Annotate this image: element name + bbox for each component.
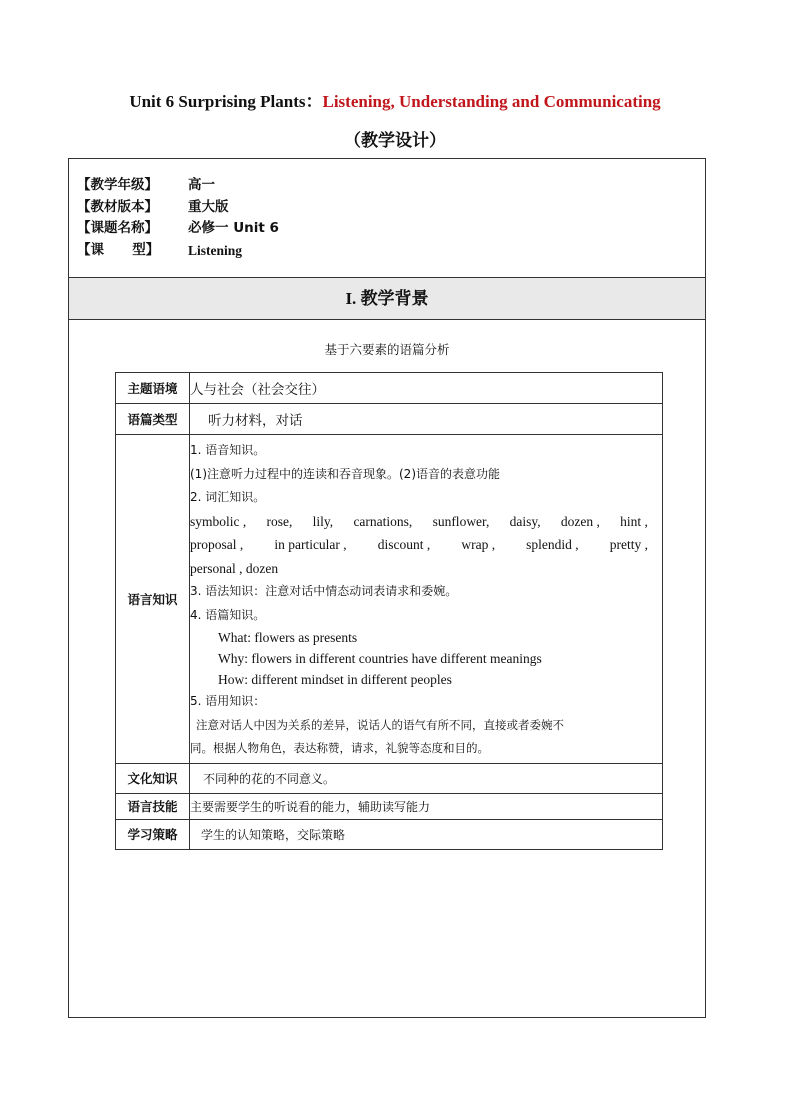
section-heading: [69, 277, 705, 320]
knowledge-content: [190, 435, 663, 764]
title-topic: Listening, Understanding and Communicating: [322, 92, 661, 111]
meta-edition: 【教材版本】 重大版: [77, 198, 229, 215]
row-value: 人与社会（社会交往）: [190, 373, 663, 404]
analysis-table: [115, 372, 663, 850]
document-title: [0, 87, 790, 112]
knowledge-line: 2. 词汇知识。: [190, 490, 266, 504]
meta-type: 【课 型】 Listening: [77, 241, 243, 258]
discourse-what: What: flowers as presents: [218, 630, 358, 645]
meta-grade: 【教学年级】 高一: [77, 177, 215, 193]
row-label: 学习策略: [116, 819, 190, 849]
table-row: [116, 819, 663, 849]
knowledge-line: (1)注意听力过程中的连读和吞音现象。(2)语音的表意功能: [190, 466, 500, 481]
table-row: [116, 373, 663, 404]
row-value: 听力材料，对话: [190, 404, 663, 435]
knowledge-line: 1. 语音知识。: [190, 443, 266, 457]
row-label: 语篇类型: [116, 404, 190, 435]
document-subtitle: （教学设计）: [344, 131, 446, 151]
row-value: 不同种的花的不同意义。: [190, 763, 663, 793]
row-label: 语言技能: [116, 793, 190, 819]
knowledge-line: 3. 语法知识：注意对话中情态动词表请求和委婉。: [190, 584, 458, 598]
section-number: I.: [345, 289, 357, 308]
vocab-line: personal , dozen: [190, 560, 279, 576]
lesson-frame: [68, 158, 706, 1018]
vocab-line: proposal , in particular , discount , wrap , splendid , pretty ,: [190, 537, 648, 552]
knowledge-line: 同。根据人物角色，表达称赞，请求，礼貌等态度和目的。: [190, 741, 489, 755]
discourse-why: Why: flowers in different countries have different meanings: [218, 651, 542, 666]
meta-topic: 【课题名称】 必修一 Unit 6: [77, 220, 279, 236]
section-title: 教学背景: [360, 289, 429, 309]
discourse-how: How: different mindset in different peoples: [218, 672, 452, 687]
row-label: 语言知识: [116, 435, 190, 764]
vocab-line: symbolic , rose, lily, carnations, sunflower, daisy, dozen , hint ,: [190, 513, 648, 529]
table-row: [116, 763, 663, 793]
row-label: 主题语境: [116, 373, 190, 404]
analysis-caption: 基于六要素的语篇分析: [324, 342, 450, 357]
row-label: 文化知识: [116, 763, 190, 793]
knowledge-line: 4. 语篇知识。: [190, 607, 266, 622]
table-row: [116, 435, 663, 764]
knowledge-line: 注意对话人中因为关系的差异，说话人的语气有所不同，直接或者委婉不: [196, 717, 564, 732]
row-value: 学生的认知策略，交际策略: [190, 819, 663, 849]
row-value: 主要需要学生的听说看的能力，辅助读写能力: [190, 793, 663, 819]
table-row: [116, 793, 663, 819]
title-unit: Unit 6 Surprising Plants：: [129, 92, 323, 111]
lesson-meta: [77, 175, 279, 261]
table-row: [116, 404, 663, 435]
knowledge-line: 5. 语用知识：: [190, 694, 266, 708]
